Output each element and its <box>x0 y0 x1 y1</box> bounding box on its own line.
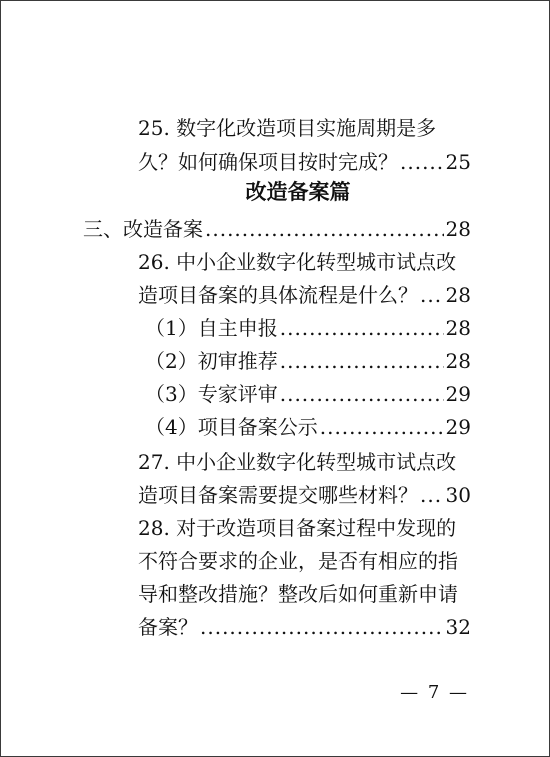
page-ref: 25 <box>445 150 471 174</box>
page-ref: 29 <box>445 415 471 439</box>
dot-leader <box>420 481 444 509</box>
page-ref: 28 <box>445 217 471 241</box>
page-ref: 30 <box>445 483 471 507</box>
toc-step-expert-review[interactable]: （3）专家评审 ..... 29 <box>145 380 471 408</box>
toc-item-28-line-2: 不符合要求的企业，是否有相应的指 <box>138 549 458 573</box>
page-ref: 28 <box>445 283 471 307</box>
toc-item-26-line-2[interactable]: 造项目备案的具体流程是什么？ ..... 28 <box>138 281 471 309</box>
toc-item-27-line-1: 27. 中小企业数字化转型城市试点改 <box>138 450 457 474</box>
dot-leader <box>320 413 444 441</box>
toc-item-28-line-3: 导和整改措施？整改后如何重新申请 <box>138 582 458 606</box>
section-heading: 改造备案篇 <box>245 179 351 204</box>
toc-item-25-line-1: 25. 数字化改造项目实施周期是多 <box>138 116 437 140</box>
toc-item-27-line-2[interactable]: 造项目备案需要提交哪些材料？ ..... 30 <box>138 481 471 509</box>
toc-step-initial-review[interactable]: （2）初审推荐 ..... 28 <box>145 347 471 375</box>
dot-leader <box>400 148 444 176</box>
toc-chapter-3[interactable]: 三、改造备案 ..... 28 <box>83 215 471 243</box>
dot-leader <box>280 314 444 342</box>
page-ref: 32 <box>445 615 471 639</box>
toc-item-26-line-1: 26. 中小企业数字化转型城市试点改 <box>138 250 457 274</box>
toc-item-25-line-2[interactable]: 久？如何确保项目按时完成？ ..... 25 <box>138 148 471 176</box>
toc-item-28-line-1: 28. 对于改造项目备案过程中发现的 <box>138 516 457 540</box>
page-ref: 28 <box>445 316 471 340</box>
page-ref: 29 <box>445 382 471 406</box>
dot-leader <box>280 380 444 408</box>
page-ref: 28 <box>445 349 471 373</box>
page-number: — 7 — <box>400 682 469 703</box>
dot-leader <box>200 613 444 641</box>
dot-leader <box>420 281 444 309</box>
toc-step-self-apply[interactable]: （1）自主申报 ..... 28 <box>145 314 471 342</box>
dot-leader <box>205 215 444 243</box>
dot-leader <box>280 347 444 375</box>
toc-step-public-notice[interactable]: （4）项目备案公示 ..... 29 <box>145 413 471 441</box>
toc-item-28-line-4[interactable]: 备案？ ..... 32 <box>138 613 471 641</box>
